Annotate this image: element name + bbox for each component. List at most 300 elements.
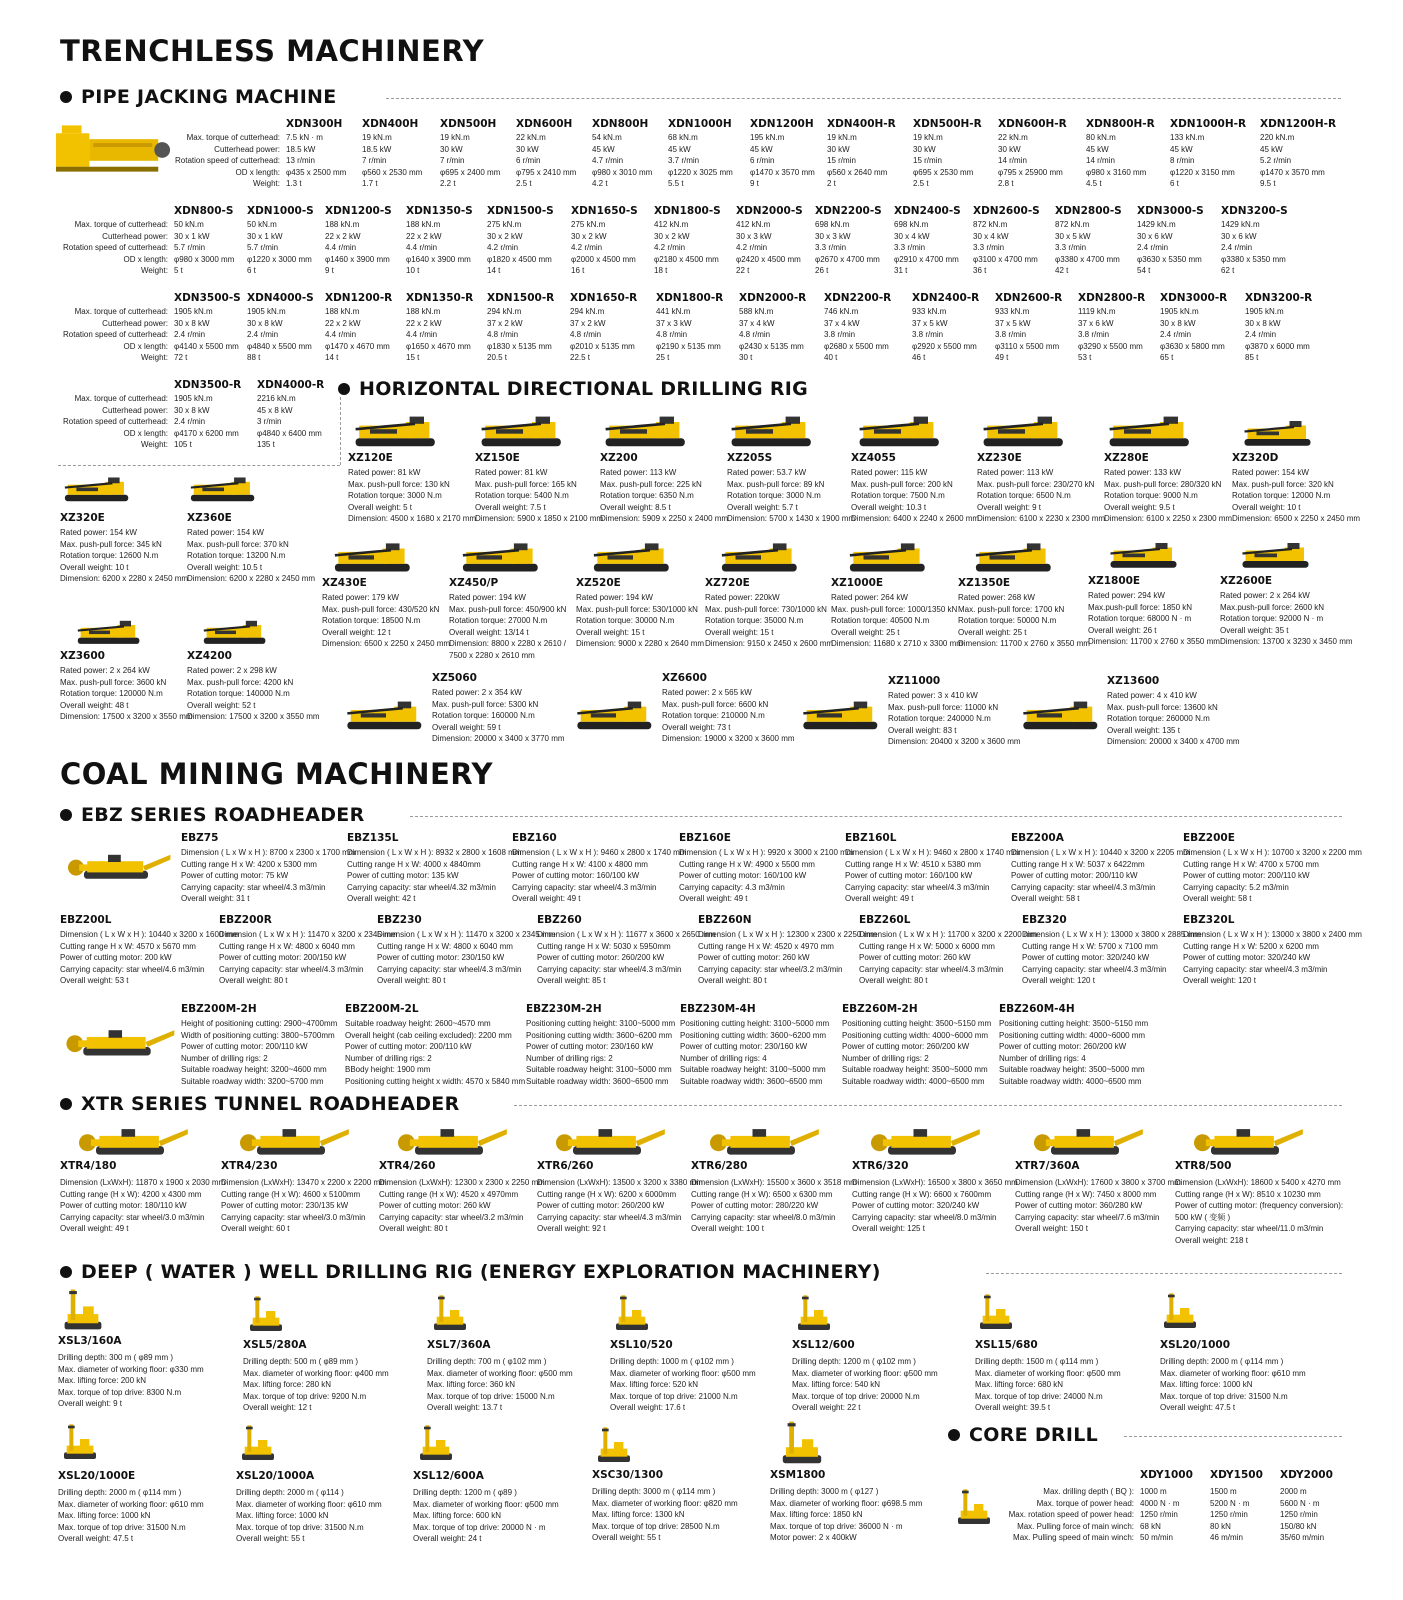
spec-line: Rotation torque: 120000 N.m	[60, 689, 163, 699]
spec-line: Dimension (LxWxH): 15500 x 3600 x 3518 mm	[691, 1178, 857, 1187]
model-name: XTR4/260	[379, 1160, 436, 1172]
spec-line: Drilling depth: 500 m ( φ89 mm )	[243, 1357, 359, 1366]
machine-image	[1019, 1124, 1151, 1158]
spec-values	[736, 219, 801, 277]
spec-values	[1221, 219, 1286, 277]
spec-line: Overall weight: 12 t	[243, 1403, 312, 1413]
spec-value: 4.5 t	[1086, 179, 1102, 189]
heading-hdd-text: HORIZONTAL DIRECTIONAL DRILLING RIG	[359, 378, 809, 400]
spec-value: φ4840 x 5500 mm	[247, 341, 312, 351]
spec-line: Carrying capacity: star wheel/4.3 m3/min	[377, 964, 522, 974]
spec-value: φ3870 x 6000 mm	[1245, 341, 1310, 351]
spec-values	[1245, 306, 1310, 364]
spec-line: Carrying capacity: star wheel/8.0 m3/min	[852, 1212, 997, 1222]
spec-value: 46 m/min	[1210, 1533, 1243, 1543]
spec-line: Rotation torque: 6500 N.m	[977, 491, 1071, 501]
spec-value: φ2010 x 5135 mm	[570, 341, 635, 351]
spec-list	[792, 1356, 938, 1414]
spec-list	[1022, 929, 1201, 987]
model-name: XZ320D	[1232, 452, 1279, 464]
spec-values	[592, 132, 652, 190]
spec-value: 30 kW	[440, 144, 463, 154]
spec-list	[413, 1487, 559, 1545]
machine-image	[64, 1124, 196, 1158]
spec-line: Positioning cutting height: 3100~5000 mm	[680, 1019, 830, 1028]
spec-list	[958, 592, 1090, 650]
spec-value: 18.5 kW	[362, 144, 392, 154]
spec-value: 1250 r/min	[1280, 1510, 1318, 1520]
spec-list	[181, 1018, 337, 1088]
model-name: XZ4200	[187, 650, 232, 662]
spec-line: Max. push-pull force: 11000 kN	[888, 702, 999, 712]
spec-line: Max. push-pull force: 730/1000 kN	[705, 604, 827, 614]
spec-line: Dimension: 6100 x 2250 x 2300 mm	[1104, 514, 1233, 524]
model-name: XDN1200H-R	[1260, 118, 1337, 130]
core-model: XDY1000	[1140, 1469, 1193, 1481]
spec-line: Power of cutting motor: 320/240 kW	[852, 1201, 980, 1211]
spec-line: Carrying capacity: star wheel/4.3 m3/min	[219, 964, 364, 974]
model-name: EBZ135L	[347, 832, 399, 844]
spec-value: 872 kN.m	[973, 220, 1008, 229]
model-name: XZ1800E	[1088, 575, 1141, 587]
spec-line: Overall weight: 10 t	[60, 562, 129, 572]
spec-line: Power of cutting motor: 200/110 kW	[181, 1042, 308, 1052]
spec-line: Rotation torque: 12000 N.m	[1232, 491, 1331, 501]
spec-values	[440, 132, 500, 190]
spec-value: 1250 r/min	[1210, 1510, 1248, 1520]
spec-line: Dimension: 11700 x 2760 x 3550 mm	[1088, 637, 1220, 647]
spec-line: Carrying capacity: star wheel/3.0 m3/min	[60, 1212, 205, 1222]
model-name: XDN800H-R	[1086, 118, 1155, 130]
spec-line: Power of cutting motor: 230/150 kW	[377, 953, 505, 963]
spec-values	[1086, 132, 1146, 190]
model-name: XDN2600-R	[995, 292, 1063, 304]
spec-line: Overall weight: 26 t	[1088, 625, 1157, 635]
model-name: XZ720E	[705, 577, 750, 589]
spec-value: 30 kW	[998, 144, 1021, 154]
spec-value: 30 x 6 kW	[1137, 231, 1173, 241]
spec-value: 15 t	[406, 353, 420, 363]
machine-image	[352, 412, 442, 450]
bullet-icon	[60, 1098, 72, 1110]
spec-value: φ4170 x 6200 mm	[174, 428, 239, 438]
machine-image	[452, 540, 552, 574]
spec-line: Overall weight: 120 t	[1022, 976, 1095, 986]
spec-values	[487, 219, 552, 277]
spec-line: Positioning cutting height: 3500~5150 mm	[842, 1019, 992, 1028]
spec-value: 4.4 r/min	[325, 330, 357, 340]
spec-line: Power of cutting motor: 260/200 kW	[537, 1201, 665, 1211]
spec-value: 188 kN.m	[325, 220, 360, 229]
spec-value: 4.4 r/min	[406, 330, 438, 340]
model-name: XDN2800-R	[1078, 292, 1146, 304]
spec-value: 275 kN.m	[571, 220, 606, 229]
spec-list	[60, 1177, 225, 1235]
spec-line: Cutting range H x W: 4570 x 5670 mm	[60, 941, 196, 951]
spec-label: Max. Pulling force of main winch:	[1017, 1521, 1134, 1531]
spec-line: Rated power: 264 kW	[831, 593, 908, 602]
spec-line: Carrying capacity: star wheel/4.3 m3/min	[1011, 882, 1156, 892]
spec-value: 14 t	[487, 266, 501, 276]
spec-values	[406, 219, 471, 277]
machine-image	[1090, 540, 1200, 570]
spec-line: Max. lifting force: 360 kN	[427, 1380, 516, 1390]
spec-line: Max. torque of top drive: 31500 N.m	[236, 1522, 364, 1532]
spec-line: Cutting range H x W: 5037 x 6422mm	[1011, 859, 1145, 869]
spec-line: Max. diameter of working floor: φ400 mm	[243, 1368, 389, 1378]
spec-line: Overall weight: 39.5 t	[975, 1403, 1051, 1413]
spec-value: 2 t	[827, 179, 836, 189]
model-name: XDN500H	[440, 118, 497, 130]
spec-line: Dimension: 4500 x 1680 x 2170 mm	[348, 514, 477, 524]
spec-values	[325, 306, 390, 364]
bullet-icon	[948, 1429, 960, 1441]
model-name: EBZ75	[181, 832, 219, 844]
spec-line: Max. torque of top drive: 31500 N.m	[1160, 1391, 1288, 1401]
spec-line: Positioning cutting height: 3500~5150 mm	[999, 1019, 1149, 1028]
spec-value: 2.5 t	[913, 179, 929, 189]
spec-value: 6 t	[1170, 179, 1179, 189]
spec-line: Power of cutting motor: (frequency conversion):	[1175, 1201, 1344, 1211]
spec-value: 275 kN.m	[487, 220, 522, 229]
spec-value: 7.5 kN · m	[286, 133, 323, 142]
spec-value: 5.7 r/min	[247, 243, 279, 253]
spec-list	[679, 847, 853, 905]
spec-list	[60, 527, 188, 585]
spec-line: Suitable roadway height: 3200~4600 mm	[181, 1065, 327, 1075]
spec-line: Max. lifting force: 1850 kN	[770, 1510, 863, 1520]
spec-line: Max. push-pull force: 1000/1350 kN	[831, 604, 958, 614]
spec-value: 1250 r/min	[1140, 1510, 1178, 1520]
core-values	[1210, 1486, 1250, 1544]
spec-line: Cutting range (H x W): 4520 x 4970mm	[379, 1189, 519, 1199]
heading-deep-well-text: DEEP ( WATER ) WELL DRILLING RIG (ENERGY EXPLORATION MACHINERY)	[81, 1261, 881, 1283]
spec-line: Carrying capacity: star wheel/7.6 m3/min	[1015, 1212, 1160, 1222]
spec-value: 15 r/min	[913, 156, 942, 166]
spec-line: Overall weight: 17.6 t	[610, 1403, 686, 1413]
spec-line: Rotation torque: 3000 N.m	[727, 491, 821, 501]
spec-values	[824, 306, 889, 364]
spec-line: Overall weight: 49 t	[679, 894, 748, 904]
spec-line: Rotation torque: 27000 N.m	[449, 616, 548, 626]
spec-line: Overall weight: 218 t	[1175, 1235, 1248, 1245]
model-name: XSL20/1000	[1160, 1339, 1231, 1351]
spec-value: 50 kN.m	[247, 220, 277, 229]
model-name: XDN1200-S	[325, 205, 392, 217]
model-name: XDN1350-R	[406, 292, 474, 304]
model-name: EBZ320	[1022, 914, 1067, 926]
spec-value: 37 x 6 kW	[1078, 318, 1114, 328]
spec-values	[1160, 306, 1225, 364]
spec-value: φ2190 x 5135 mm	[656, 341, 721, 351]
spec-value: 3.3 r/min	[894, 243, 926, 253]
spec-value: 4.8 r/min	[570, 330, 602, 340]
machine-image	[416, 1420, 456, 1468]
model-name: XDN600H-R	[998, 118, 1067, 130]
spec-value: 62 t	[1221, 266, 1235, 276]
machine-image	[960, 540, 1070, 574]
spec-value: 412 kN.m	[736, 220, 771, 229]
spec-line: Overall weight: 85 t	[537, 976, 606, 986]
spec-line: Cutting range (H x W): 7450 x 8000 mm	[1015, 1189, 1157, 1199]
model-name: XDN3000-S	[1137, 205, 1204, 217]
spec-line: Max. diameter of working floor: φ500 mm	[413, 1499, 559, 1509]
spec-value: 65 t	[1160, 353, 1174, 363]
spec-line: Dimension ( L x W x H ): 13000 x 3800 x 2400 mm	[1183, 930, 1362, 939]
spec-line: Max. torque of top drive: 9200 N.m	[243, 1391, 367, 1401]
spec-value: 746 kN.m	[824, 307, 859, 316]
spec-line: Suitable roadway height: 3100~5000 mm	[526, 1065, 672, 1075]
spec-values	[656, 306, 721, 364]
spec-line: Rated power: 179 kW	[322, 593, 399, 602]
model-name: XTR6/280	[691, 1160, 748, 1172]
spec-list	[1232, 467, 1360, 525]
spec-list	[236, 1487, 382, 1545]
spec-line: Dimension: 6100 x 2230 x 2300 mm	[977, 514, 1106, 524]
spec-line: Number of drilling rigs: 2	[181, 1053, 268, 1063]
spec-list	[537, 1177, 703, 1235]
model-name: XDN3000-R	[1160, 292, 1228, 304]
spec-value: 22 kN.m	[998, 133, 1028, 142]
spec-value: 26 t	[815, 266, 829, 276]
spec-line: Rated power: 2 x 298 kW	[187, 666, 277, 675]
spec-line: Rotation torque: 92000 N · m	[1220, 614, 1324, 624]
spec-line: Dimension: 6500 x 2250 x 2450 mm	[322, 639, 451, 649]
spec-value: 9 t	[750, 179, 759, 189]
spec-value: 19 kN.m	[827, 133, 857, 142]
core-labels	[982, 1486, 1134, 1544]
spec-list	[842, 1018, 991, 1088]
spec-value: 30 x 2 kW	[571, 231, 607, 241]
spec-value: 15 r/min	[827, 156, 856, 166]
spec-value: φ4840 x 6400 mm	[257, 428, 322, 438]
model-name: XDN1500-S	[487, 205, 554, 217]
spec-values	[827, 132, 887, 190]
spec-value: 6 r/min	[750, 156, 775, 166]
spec-line: Power of cutting motor: 200/110 kW	[1011, 871, 1138, 881]
spec-value: 30 x 8 kW	[247, 318, 283, 328]
model-name: EBZ230	[377, 914, 422, 926]
spec-list	[58, 1487, 204, 1545]
spec-line: Max. lifting force: 1000 kN	[236, 1511, 329, 1521]
spec-line: Suitable roadway width: 4000~6500 mm	[842, 1076, 985, 1086]
spec-value: 698 kN.m	[894, 220, 929, 229]
bullet-icon	[60, 91, 72, 103]
core-values	[1140, 1486, 1180, 1544]
spec-value: 30 kW	[827, 144, 850, 154]
spec-line: Rotation torque: 50000 N.m	[958, 616, 1057, 626]
spec-label: Cutterhead power:	[102, 318, 168, 328]
spec-line: Rotation torque: 210000 N.m	[662, 711, 765, 721]
spec-value: 22 kN.m	[516, 133, 546, 142]
model-name: XDN2400-R	[912, 292, 980, 304]
model-name: EBZ260L	[859, 914, 911, 926]
spec-value: φ2000 x 4500 mm	[571, 254, 636, 264]
spec-value: 53 t	[1078, 353, 1092, 363]
spec-values	[815, 219, 880, 277]
spec-label: Rotation speed of cutterhead:	[175, 156, 280, 166]
spec-list	[221, 1177, 387, 1235]
spec-line: Overall weight: 35 t	[1220, 625, 1289, 635]
spec-line: Overall weight: 60 t	[221, 1224, 290, 1234]
spec-line: Max. lifting force: 520 kN	[610, 1380, 699, 1390]
model-name: EBZ260	[537, 914, 582, 926]
spec-values	[1260, 132, 1325, 190]
spec-list	[347, 847, 521, 905]
spec-line: Rotation torque: 9000 N.m	[1104, 491, 1198, 501]
spec-line: Max.push-pull force: 1850 kN	[1088, 602, 1193, 612]
spec-value: 3.8 r/min	[995, 330, 1027, 340]
spec-line: Dimension (LxWxH): 16500 x 3800 x 3650 mm	[852, 1178, 1018, 1187]
model-name: XZ205S	[727, 452, 773, 464]
spec-value: 30 x 8 kW	[1245, 318, 1281, 328]
spec-value: 30 x 6 kW	[1221, 231, 1257, 241]
spec-value: 3.3 r/min	[815, 243, 847, 253]
spec-line: Dimension (LxWxH): 11870 x 1900 x 2030 mm	[60, 1178, 226, 1187]
divider	[340, 397, 341, 465]
spec-line: Overall weight: 80 t	[859, 976, 928, 986]
spec-line: Dimension: 20000 x 3400 x 3770 mm	[432, 734, 565, 744]
spec-value: 4.8 r/min	[656, 330, 688, 340]
spec-value: 37 x 2 kW	[570, 318, 606, 328]
spec-line: Dimension: 11680 x 2710 x 3300 mm	[831, 639, 963, 649]
spec-line: Rotation torque: 240000 N.m	[888, 714, 991, 724]
spec-value: 4.4 r/min	[406, 243, 438, 253]
spec-label: OD x length:	[123, 428, 168, 438]
spec-line: Overall weight: 9 t	[977, 502, 1042, 512]
spec-line: Drilling depth: 2000 m ( φ114 mm )	[58, 1488, 182, 1497]
spec-line: Number of drilling rigs: 2	[526, 1053, 613, 1063]
spec-line: Dimension ( L x W x H ): 8700 x 2300 x 1700 mm	[181, 848, 356, 857]
spec-value: φ1460 x 3900 mm	[325, 254, 390, 264]
spec-label: Weight:	[141, 266, 168, 276]
spec-list	[322, 592, 450, 650]
spec-line: Positioning cutting width: 4000~6000 mm	[999, 1030, 1146, 1040]
model-name: EBZ260N	[698, 914, 752, 926]
model-name: XDN1000H-R	[1170, 118, 1247, 130]
spec-value: φ980 x 3160 mm	[1086, 167, 1147, 177]
spec-line: Carrying capacity: 5.2 m3/min	[1183, 882, 1289, 892]
spec-value: 68 kN.m	[668, 133, 698, 142]
spec-list	[348, 467, 476, 525]
spec-line: Positioning cutting width: 4000~6000 mm	[842, 1030, 989, 1040]
spec-line: Rotation torque: 260000 N.m	[1107, 714, 1210, 724]
heading-core-drill	[948, 1424, 1098, 1446]
model-name: EBZ200M-2H	[181, 1003, 257, 1015]
spec-line: Max. push-pull force: 450/900 kN	[449, 604, 567, 614]
spec-list	[377, 929, 555, 987]
spec-value: 30 x 4 kW	[973, 231, 1009, 241]
spec-list	[770, 1486, 922, 1544]
spec-line: Dimension ( L x W x H ): 11470 x 3200 x 2345 mm	[377, 930, 556, 939]
spec-value: 2.4 r/min	[1245, 330, 1277, 340]
spec-list	[600, 467, 728, 525]
spec-line: Dimension: 6200 x 2280 x 2450 mm	[187, 574, 316, 584]
spec-line: Cutting range H x W: 4800 x 6040 mm	[377, 941, 513, 951]
spec-line: Max. diameter of working floor: φ610 mm	[1160, 1368, 1306, 1378]
spec-line: Dimension (LxWxH): 13500 x 3200 x 3380 mm	[537, 1178, 703, 1187]
spec-label: Weight:	[253, 179, 280, 189]
spec-line: Dimension ( L x W x H ): 8932 x 2800 x 1608 mm	[347, 848, 522, 857]
spec-value: 85 t	[1245, 353, 1259, 363]
spec-line: Carrying capacity: star wheel/4.3 m3/min	[181, 882, 326, 892]
spec-line: Overall weight: 5 t	[348, 502, 413, 512]
machine-image	[60, 618, 160, 646]
spec-value: φ1220 x 3000 mm	[247, 254, 312, 264]
spec-values	[570, 306, 635, 364]
spec-label: Cutterhead power:	[102, 231, 168, 241]
divider	[386, 98, 1341, 99]
spec-line: Max. push-pull force: 430/520 kN	[322, 604, 440, 614]
spec-value: φ2920 x 5500 mm	[912, 341, 977, 351]
spec-line: Rated power: 2 x 264 kW	[1220, 591, 1310, 600]
machine-image	[980, 412, 1070, 450]
spec-value: 2.8 t	[998, 179, 1014, 189]
spec-list	[60, 665, 193, 723]
spec-line: Dimension ( L x W x H ): 10440 x 3200 x 1600 mm	[60, 930, 239, 939]
spec-line: Rated power: 194 kW	[576, 593, 653, 602]
spec-value: φ1640 x 3900 mm	[406, 254, 471, 264]
model-name: XDN800-S	[174, 205, 234, 217]
spec-line: Dimension ( L x W x H ): 11470 x 3200 x 2345 mm	[219, 930, 398, 939]
spec-value: 933 kN.m	[995, 307, 1030, 316]
machine-image	[574, 698, 658, 732]
model-name: XTR8/500	[1175, 1160, 1232, 1172]
spec-value: 2.4 r/min	[247, 330, 279, 340]
model-name: XSL20/1000E	[58, 1470, 136, 1482]
model-name: XTR4/230	[221, 1160, 278, 1172]
spec-line: Overall weight: 125 t	[852, 1224, 925, 1234]
spec-line: Rated power: 113 kW	[600, 468, 677, 477]
model-name: XZ11000	[888, 675, 941, 687]
spec-values	[998, 132, 1063, 190]
spec-value: 4.2 r/min	[571, 243, 603, 253]
spec-value: 294 kN.m	[570, 307, 605, 316]
model-name: XDN1200H	[750, 118, 814, 130]
spec-list	[845, 847, 1019, 905]
spec-line: Cutting range H x W: 5000 x 6000 mm	[859, 941, 995, 951]
spec-list	[243, 1356, 389, 1414]
spec-value: 22 x 2 kW	[325, 318, 361, 328]
spec-line: Number of drilling rigs: 4	[680, 1053, 767, 1063]
model-name: XDN3200-S	[1221, 205, 1288, 217]
spec-value: 30 x 3 kW	[815, 231, 851, 241]
spec-line: Positioning cutting height: 3100~5000 mm	[526, 1019, 676, 1028]
spec-value: 1905 kN.m	[247, 307, 286, 316]
spec-value: φ1470 x 3570 mm	[750, 167, 815, 177]
spec-line: Dimension: 20000 x 3400 x 4700 mm	[1107, 737, 1240, 747]
spec-line: Dimension (LxWxH): 12300 x 2300 x 2250 mm	[379, 1178, 545, 1187]
spec-value: 18 t	[654, 266, 668, 276]
row-labels	[0, 306, 168, 364]
spec-list	[888, 690, 1021, 748]
spec-line: Positioning cutting width: 3600~6200 mm	[526, 1030, 673, 1040]
spec-line: Overall weight: 22 t	[792, 1403, 861, 1413]
model-name: XDN500H-R	[913, 118, 982, 130]
model-name: XZ120E	[348, 452, 393, 464]
spec-line: Suitable roadway width: 4000~6500 mm	[999, 1076, 1142, 1086]
spec-line: Positioning cutting height x width: 4570 x 5840 mm	[345, 1076, 526, 1086]
spec-value: 3.8 r/min	[1078, 330, 1110, 340]
spec-value: 4.2 r/min	[487, 243, 519, 253]
spec-label: OD x length:	[123, 341, 168, 351]
spec-values	[912, 306, 977, 364]
spec-line: Number of drilling rigs: 2	[842, 1053, 929, 1063]
model-name: XDN3500-S	[174, 292, 241, 304]
spec-value: 4.8 r/min	[739, 330, 771, 340]
spec-value: φ435 x 2500 mm	[286, 167, 347, 177]
spec-line: Suitable roadway width: 3600~6500 mm	[680, 1076, 823, 1086]
